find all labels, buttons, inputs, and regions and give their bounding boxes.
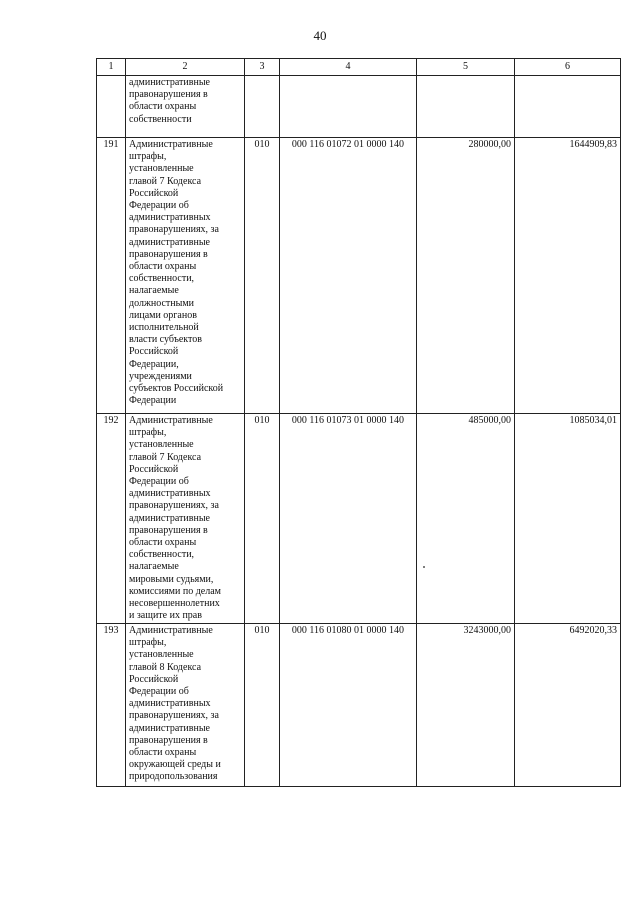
row-code-cell: 000 116 01080 01 0000 140 — [280, 624, 417, 787]
header-cell: 4 — [280, 59, 417, 76]
header-cell: 6 — [515, 59, 621, 76]
row-fact-cell — [515, 76, 621, 138]
table-header-row — [97, 59, 621, 76]
row-admin-cell: 010 — [245, 624, 280, 787]
table-row — [97, 76, 621, 138]
row-admin-cell: 010 — [245, 138, 280, 414]
row-number-cell — [97, 76, 126, 138]
row-name-cell: Административные штрафы, установленные главой 7 Кодекса Российской Федерации об административных правонарушениях, за административные правонарушения в области охраны собственности, налагаемые должностными лицами органов исполнительной власти субъектов Российской Федерации, учреждениями субъектов Российской Федерации — [126, 138, 245, 414]
row-plan-cell — [417, 76, 515, 138]
row-name-cell: административные правонарушения в области охраны собственности — [126, 76, 245, 138]
row-fact-cell: 1085034,01 — [515, 414, 621, 624]
header-cell: 2 — [126, 59, 245, 76]
budget-table — [96, 58, 621, 787]
row-plan-cell: 485000,00 — [417, 414, 515, 624]
row-number-cell: 191 — [97, 138, 126, 414]
table-row — [97, 624, 621, 787]
row-number-cell: 192 — [97, 414, 126, 624]
row-code-cell: 000 116 01073 01 0000 140 — [280, 414, 417, 624]
row-fact-cell: 1644909,83 — [515, 138, 621, 414]
row-code-cell — [280, 76, 417, 138]
row-plan-cell: 280000,00 — [417, 138, 515, 414]
row-plan-cell: 3243000,00 — [417, 624, 515, 787]
row-number-cell: 193 — [97, 624, 126, 787]
row-fact-cell: 6492020,33 — [515, 624, 621, 787]
row-code-cell: 000 116 01072 01 0000 140 — [280, 138, 417, 414]
row-name-cell: Административные штрафы, установленные главой 8 Кодекса Российской Федерации об административных правонарушениях, за административные правонарушения в области охраны окружающей среды и природопользования — [126, 624, 245, 787]
row-name-cell: Административные штрафы, установленные главой 7 Кодекса Российской Федерации об административных правонарушениях, за административные правонарушения в области охраны собственности, налагаемые мировыми судьями, комиссиями по делам несовершеннолетних и защите их прав — [126, 414, 245, 624]
row-admin-cell: 010 — [245, 414, 280, 624]
table-row — [97, 414, 621, 624]
header-cell: 1 — [97, 59, 126, 76]
header-cell: 5 — [417, 59, 515, 76]
page-number: 40 — [313, 28, 327, 43]
table-row — [97, 138, 621, 414]
row-admin-cell — [245, 76, 280, 138]
header-cell: 3 — [245, 59, 280, 76]
scan-speck — [423, 566, 425, 568]
